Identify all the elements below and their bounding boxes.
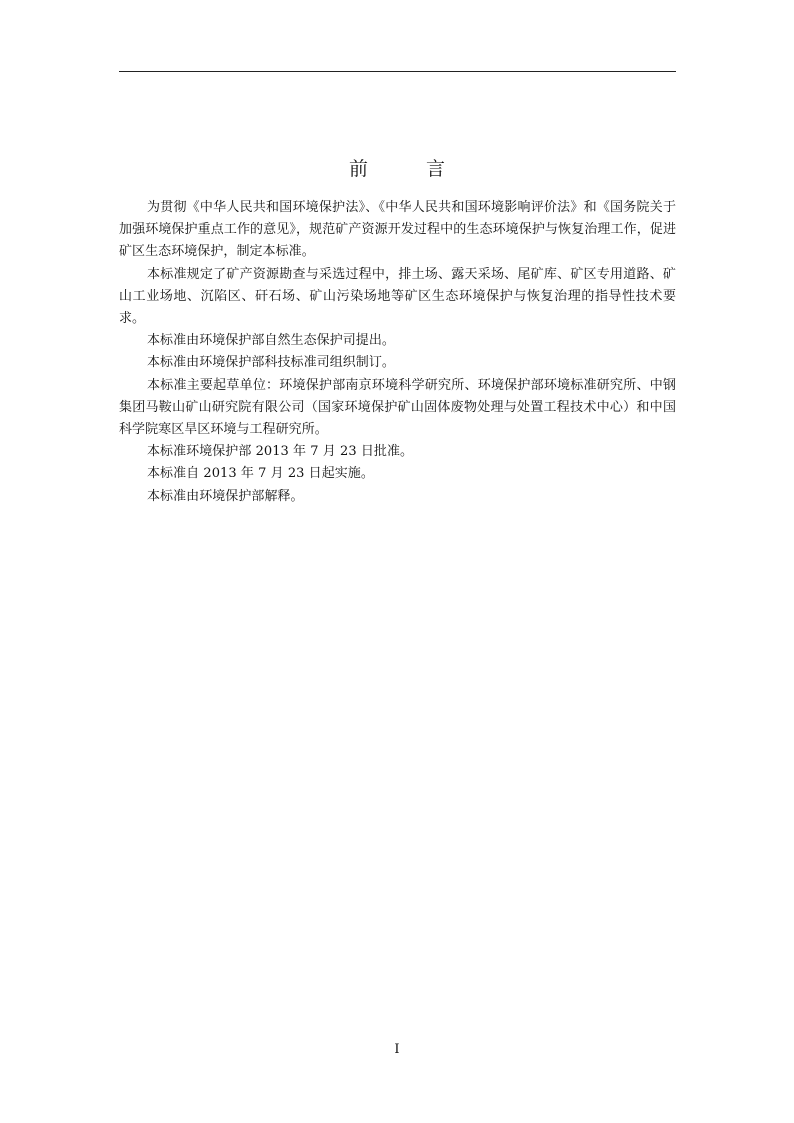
paragraph-proposer: 本标准由环境保护部自然生态保护司提出。 bbox=[147, 333, 395, 349]
paragraph-drafters: 本标准主要起草单位：环境保护部南京环境科学研究所、环境保护部环境标准研究所、中钢集团马鞍山矿山研究院有限公司（国家环境保护矿山固体废物处理与处置工程技术中心）和中国科学院寒区旱区环境与工程研究所。 bbox=[119, 377, 676, 438]
paragraph-purpose: 为贯彻《中华人民共和国环境保护法》、《中华人民共和国环境影响评价法》和《国务院关于加强环境保护重点工作的意见》，规范矿产资源开发过程中的生态环境保护与恢复治理工作，促进矿区生态环境保护，制定本标准。 bbox=[119, 200, 676, 260]
paragraph-effective: 本标准自 2013 年 7 月 23 日起实施。 bbox=[147, 466, 374, 482]
paragraph-interpretation: 本标准由环境保护部解释。 bbox=[147, 488, 304, 504]
header-rule bbox=[119, 71, 676, 72]
page-number: I bbox=[394, 1042, 400, 1057]
paragraph-scope: 本标准规定了矿产资源勘查与采选过程中，排土场、露天采场、尾矿库、矿区专用道路、矿山工业场地、沉陷区、矸石场、矿山污染场地等矿区生态环境保护与恢复治理的指导性技术要求。 bbox=[119, 266, 676, 327]
paragraph-approval: 本标准环境保护部 2013 年 7 月 23 日批准。 bbox=[147, 444, 414, 460]
page-title: 前 言 bbox=[348, 158, 472, 180]
foreword-body bbox=[119, 197, 676, 508]
paragraph-organizer: 本标准由环境保护部科技标准司组织制订。 bbox=[147, 355, 395, 371]
